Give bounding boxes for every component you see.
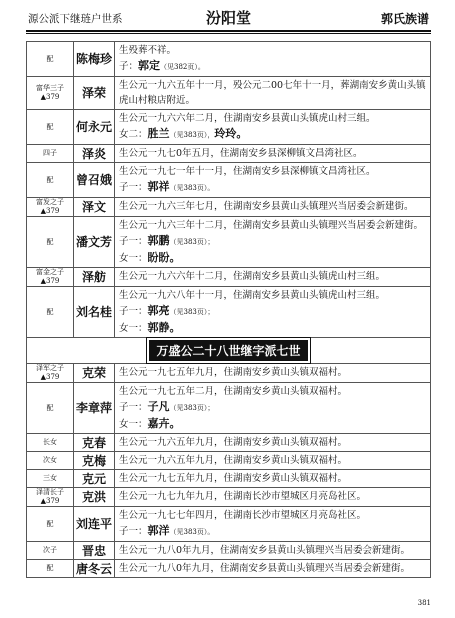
description-line <box>119 179 426 196</box>
child-prefix: 女一： <box>119 323 148 334</box>
table-row <box>27 42 431 77</box>
table-row <box>27 470 431 488</box>
relation-cell <box>27 452 74 470</box>
line-text: 生公元一九七五年九月，住湖南安乡黄山头镇双福村。 <box>119 367 348 378</box>
description-line <box>119 543 426 558</box>
relation-label: 次子 <box>43 546 57 554</box>
genealogy-table <box>26 41 431 578</box>
relation-ref: ▲379 <box>40 373 60 381</box>
description-line <box>119 78 426 93</box>
child-name: 盼盼。 <box>147 251 181 264</box>
line-text: 生公元一九六五年九月，住湖南安乡黄山头镇双福村。 <box>119 437 348 448</box>
child-prefix: 子一： <box>119 526 148 537</box>
child-name: 嘉卉。 <box>147 417 181 430</box>
relation-label: 配 <box>46 175 54 184</box>
relation-ref: ▲379 <box>40 93 60 101</box>
person-name: 潘文芳 <box>74 217 115 268</box>
description-line <box>119 561 426 576</box>
line-text: 生公元一九六五年十一月，殁公元二00七年十一月，葬湖南安乡黄山头镇 <box>119 80 426 91</box>
child-name: 胜兰 <box>147 127 170 140</box>
child-name: 郭洋 <box>147 524 170 537</box>
description-line <box>119 471 426 486</box>
person-name: 李章萍 <box>74 383 115 434</box>
person-name: 泽文 <box>74 198 115 217</box>
table-row <box>27 560 431 578</box>
table-row <box>27 488 431 507</box>
person-name: 克元 <box>74 470 115 488</box>
relation-cell <box>27 560 74 578</box>
line-text: 生公元一九六六年十二月，住湖南安乡县黄山头镇虎山村三组。 <box>119 271 386 282</box>
person-name: 克洪 <box>74 488 115 507</box>
relation-cell <box>27 163 74 198</box>
line-text: 虎山村粮店附近。 <box>119 95 196 106</box>
child-name: 郭定 <box>138 59 161 72</box>
relation-cell <box>27 217 74 268</box>
relation-cell <box>27 77 74 110</box>
relation-cell <box>27 507 74 542</box>
description-line <box>119 111 426 126</box>
child-prefix: 子一： <box>119 236 148 247</box>
relation-cell <box>27 268 74 287</box>
person-name: 刘连平 <box>74 507 115 542</box>
person-name: 陈梅珍 <box>74 42 115 77</box>
description-cell <box>115 77 431 110</box>
relation-label: 泽军之子 <box>36 364 64 372</box>
person-name: 泽舫 <box>74 268 115 287</box>
description-line <box>119 384 426 399</box>
relation-label: 富金之子 <box>36 268 64 276</box>
description-cell <box>115 488 431 507</box>
description-line <box>119 58 426 75</box>
relation-label: 配 <box>46 564 54 572</box>
relation-label: 长女 <box>43 438 57 446</box>
table-row <box>27 434 431 452</box>
relation-label: 配 <box>46 237 54 246</box>
description-cell <box>115 287 431 338</box>
description-line <box>119 303 426 320</box>
relation-label: 配 <box>46 519 54 528</box>
header-left: 源公派下继琏户世系 <box>28 13 123 25</box>
person-name: 泽炎 <box>74 145 115 163</box>
table-row <box>27 364 431 383</box>
table-row <box>27 145 431 163</box>
description-cell <box>115 198 431 217</box>
description-line <box>119 435 426 450</box>
description-cell <box>115 383 431 434</box>
description-cell <box>115 42 431 77</box>
table-row <box>27 77 431 110</box>
relation-ref: ▲379 <box>40 207 60 215</box>
header-rule-thin <box>26 33 431 34</box>
page-ref: （见383页）； <box>169 308 215 316</box>
table-row <box>27 287 431 338</box>
relation-label: 配 <box>46 307 54 316</box>
description-line <box>119 250 426 266</box>
line-text: 生公元一九八0年九月，住湖南安乡县黄山头镇理兴当居委会新建街。 <box>119 545 411 556</box>
section-row <box>27 338 431 364</box>
description-cell <box>115 145 431 163</box>
description-line <box>119 365 426 380</box>
relation-label: 配 <box>46 122 54 131</box>
relation-ref: ▲379 <box>40 497 60 505</box>
description-cell <box>115 507 431 542</box>
child-prefix: 子一： <box>119 182 148 193</box>
relation-cell <box>27 287 74 338</box>
description-line <box>119 453 426 468</box>
page-ref: （见383页）。 <box>169 184 215 192</box>
description-cell <box>115 217 431 268</box>
child-name: 郭祥 <box>147 180 170 193</box>
description-cell <box>115 542 431 560</box>
table-row <box>27 452 431 470</box>
description-cell <box>115 560 431 578</box>
description-cell <box>115 452 431 470</box>
person-name: 克春 <box>74 434 115 452</box>
line-text: 生公元一九七五年二月，住湖南安乡黄山头镇双福村。 <box>119 386 348 397</box>
person-name: 唐冬云 <box>74 560 115 578</box>
child-name: 郭亮 <box>147 304 170 317</box>
header-center: 汾阳堂 <box>205 9 251 27</box>
relation-label: 富华三子 <box>36 84 64 92</box>
person-name: 克荣 <box>74 364 115 383</box>
section-cell <box>27 338 431 364</box>
line-text: 生公元一九七九年九月，住湖南长沙市望城区月亮岛社区。 <box>119 491 367 502</box>
line-text: 生公元一九六八年十一月，住湖南安乡县黄山头镇虎山村三组。 <box>119 290 386 301</box>
child-prefix: 子： <box>119 61 139 72</box>
description-cell <box>115 364 431 383</box>
relation-cell <box>27 470 74 488</box>
table-row <box>27 383 431 434</box>
table-row <box>27 110 431 145</box>
person-name: 刘名桂 <box>74 287 115 338</box>
relation-cell <box>27 542 74 560</box>
relation-ref: ▲379 <box>40 277 60 285</box>
relation-cell <box>27 434 74 452</box>
description-line <box>119 399 426 416</box>
child-prefix: 子一： <box>119 306 148 317</box>
relation-label: 次女 <box>43 456 57 464</box>
description-line <box>119 126 426 143</box>
table-row <box>27 268 431 287</box>
child-prefix: 女二： <box>119 129 148 140</box>
line-text: 生殁葬不祥。 <box>119 45 177 56</box>
description-cell <box>115 163 431 198</box>
relation-label: 泽清长子 <box>36 488 64 496</box>
description-line <box>119 288 426 303</box>
relation-cell <box>27 145 74 163</box>
child-name: 郭静。 <box>147 321 181 334</box>
line-text: 生公元一九六五年九月，住湖南安乡黄山头镇双福村。 <box>119 455 348 466</box>
table-row <box>27 542 431 560</box>
table-row <box>27 217 431 268</box>
line-text: 生公元一九六六年二月，住湖南安乡县黄山头镇虎山村三组。 <box>119 113 376 124</box>
person-name: 泽荣 <box>74 77 115 110</box>
relation-cell <box>27 198 74 217</box>
child-name: 子凡 <box>147 400 170 413</box>
description-cell <box>115 268 431 287</box>
description-line <box>119 523 426 540</box>
description-line <box>119 489 426 504</box>
relation-cell <box>27 42 74 77</box>
person-name: 何永元 <box>74 110 115 145</box>
description-line <box>119 93 426 108</box>
relation-cell <box>27 383 74 434</box>
description-line <box>119 416 426 432</box>
table-row <box>27 163 431 198</box>
relation-cell <box>27 488 74 507</box>
description-cell <box>115 470 431 488</box>
page-ref: （见382页）。 <box>160 63 205 71</box>
line-text: 生公元一九六三年七月，住湖南安乡县黄山头镇理兴当居委会新建街。 <box>119 201 414 212</box>
child-prefix: 子一： <box>119 402 148 413</box>
child-name: 郭鹏 <box>147 234 170 247</box>
child-name: 玲玲。 <box>214 127 248 140</box>
table-row <box>27 198 431 217</box>
description-line <box>119 146 426 161</box>
line-text: 生公元一九七五年九月，住湖南安乡黄山头镇双福村。 <box>119 473 348 484</box>
relation-label: 配 <box>46 54 54 63</box>
description-line <box>119 218 426 233</box>
section-banner: 万盛公二十八世继字派七世 <box>147 338 309 363</box>
line-text: 生公元一九六三年十二月，住湖南安乡县黄山头镇理兴当居委会新建街。 <box>119 220 424 231</box>
relation-label: 三女 <box>43 474 57 482</box>
page-ref: （见383页）。 <box>169 528 215 536</box>
relation-label: 四子 <box>43 149 57 157</box>
description-cell <box>115 110 431 145</box>
line-text: 生公元一九八0年九月，住湖南安乡县黄山头镇理兴当居委会新建街。 <box>119 563 411 574</box>
description-line <box>119 320 426 336</box>
person-name: 晋忠 <box>74 542 115 560</box>
page-ref: （见383页）， <box>169 131 215 139</box>
description-line <box>119 43 426 58</box>
page-number: 381 <box>417 599 431 607</box>
description-line <box>119 199 426 214</box>
relation-label: 配 <box>46 403 54 412</box>
relation-label: 富发之子 <box>36 198 64 206</box>
page-header <box>26 6 431 28</box>
description-line <box>119 269 426 284</box>
description-line <box>119 508 426 523</box>
line-text: 生公元一九七0年五月，住湖南安乡县深柳镇文昌湾社区。 <box>119 148 363 159</box>
relation-cell <box>27 110 74 145</box>
page-ref: （见383页）； <box>169 238 215 246</box>
line-text: 生公元一九七一年十一月，住湖南安乡县深柳镇文昌湾社区。 <box>119 166 376 177</box>
description-cell <box>115 434 431 452</box>
child-prefix: 女一： <box>119 253 148 264</box>
description-line <box>119 164 426 179</box>
description-line <box>119 233 426 250</box>
relation-cell <box>27 364 74 383</box>
page-ref: （见383页）； <box>169 404 215 412</box>
person-name: 克梅 <box>74 452 115 470</box>
person-name: 曾召娥 <box>74 163 115 198</box>
header-right: 郭氏族谱 <box>380 12 429 26</box>
table-row <box>27 507 431 542</box>
line-text: 生公元一九七七年四月，住湖南长沙市望城区月亮岛社区。 <box>119 510 367 521</box>
child-prefix: 女一： <box>119 419 148 430</box>
header-rule <box>26 30 431 32</box>
